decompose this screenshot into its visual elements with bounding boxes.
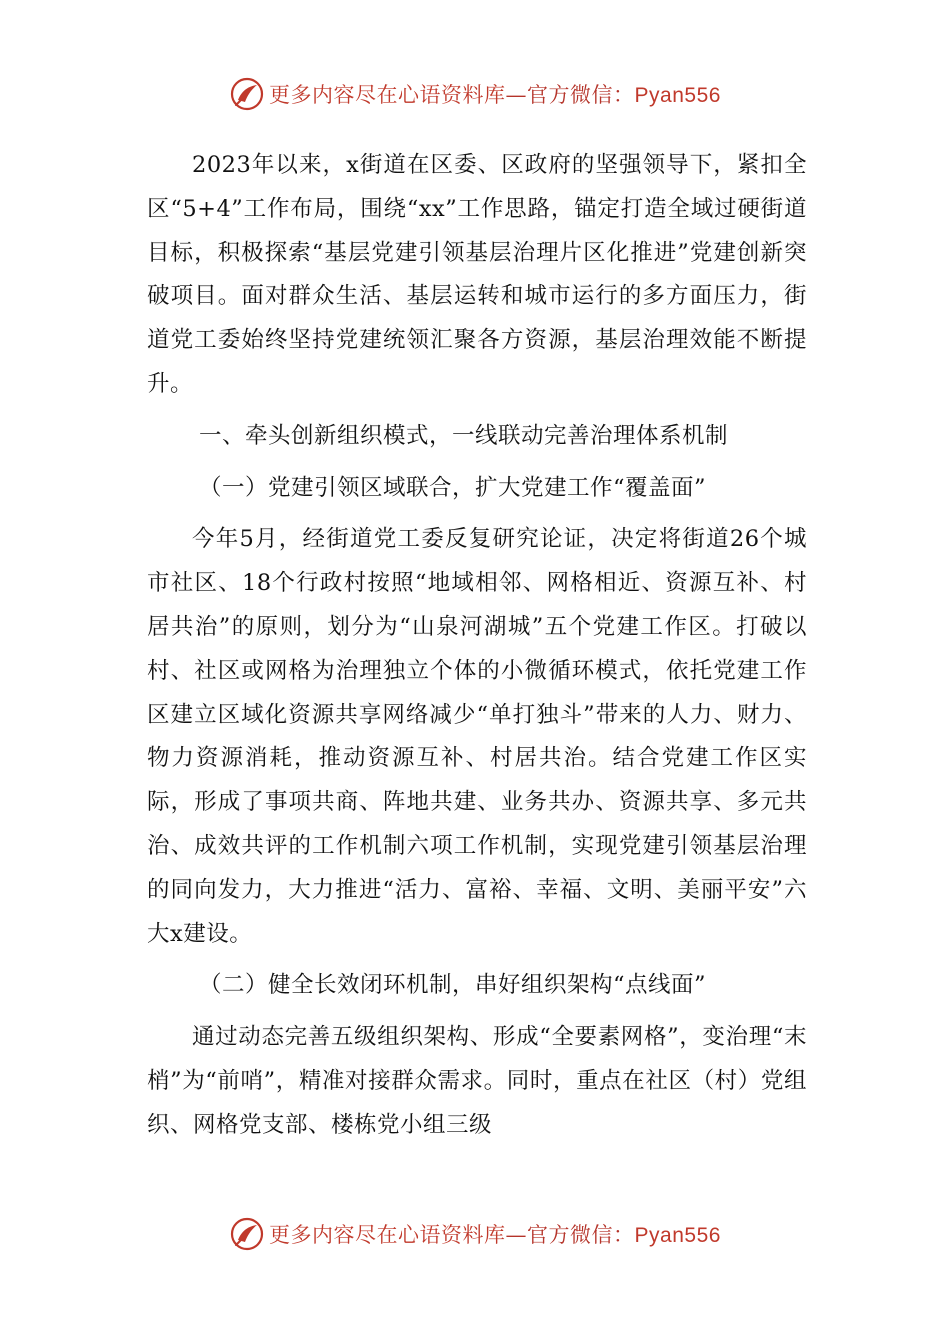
watermark-banner-top [0, 72, 950, 116]
document-body [147, 144, 807, 1148]
watermark-text: 更多内容尽在心语资料库—官方微信：Pyan556 [269, 83, 721, 107]
logo-icon [229, 1216, 265, 1252]
subsection-2-paragraph: 通过动态完善五级组织架构、形成“全要素网格”，变治理“末梢”为“前哨”，精准对接群众需求。同时，重点在社区（村）党组织、网格党支部、楼栋党小组三级 [147, 1024, 807, 1138]
watermark-text: 更多内容尽在心语资料库—官方微信：Pyan556 [269, 1223, 721, 1247]
subsection-1-paragraph: 今年5月，经街道党工委反复研究论证，决定将街道26个城市社区、18个行政村按照“地域相邻、网格相近、资源互补、村居共治”的原则，划分为“山泉河湖城”五个党建工作区。打破以村、社区或网格为治理独立个体的小微循环模式，依托党建工作区建立区域化资源共享网络减少“单打独斗”带来的人力、财力、物力资源消耗，推动资源互补、村居共治。结合党建工作区实际，形成了事项共商、阵地共建、业务共办、资源共享、多元共治、成效共评的工作机制六项工作机制，实现党建引领基层治理的同向发力，大力推进“活力、富裕、幸福、文明、美丽平安”六大x建设。 [147, 526, 807, 947]
watermark-banner-bottom [0, 1212, 950, 1256]
subsection-heading-1: （一）党建引领区域联合，扩大党建工作“覆盖面” [199, 474, 707, 501]
section-heading-1: 一、牵头创新组织模式，一线联动完善治理体系机制 [199, 422, 729, 449]
logo-icon [229, 76, 265, 112]
subsection-heading-2: （二）健全长效闭环机制，串好组织架构“点线面” [199, 972, 707, 999]
intro-paragraph: 2023年以来，x街道在区委、区政府的坚强领导下，紧扣全区“5+4”工作布局，围绕“xx”工作思路，锚定打造全域过硬街道目标，积极探索“基层党建引领基层治理片区化推进”党建创新突破项目。面对群众生活、基层运转和城市运行的多方面压力，街道党工委始终坚持党建统领汇聚各方资源，基层治理效能不断提升。 [147, 152, 807, 397]
